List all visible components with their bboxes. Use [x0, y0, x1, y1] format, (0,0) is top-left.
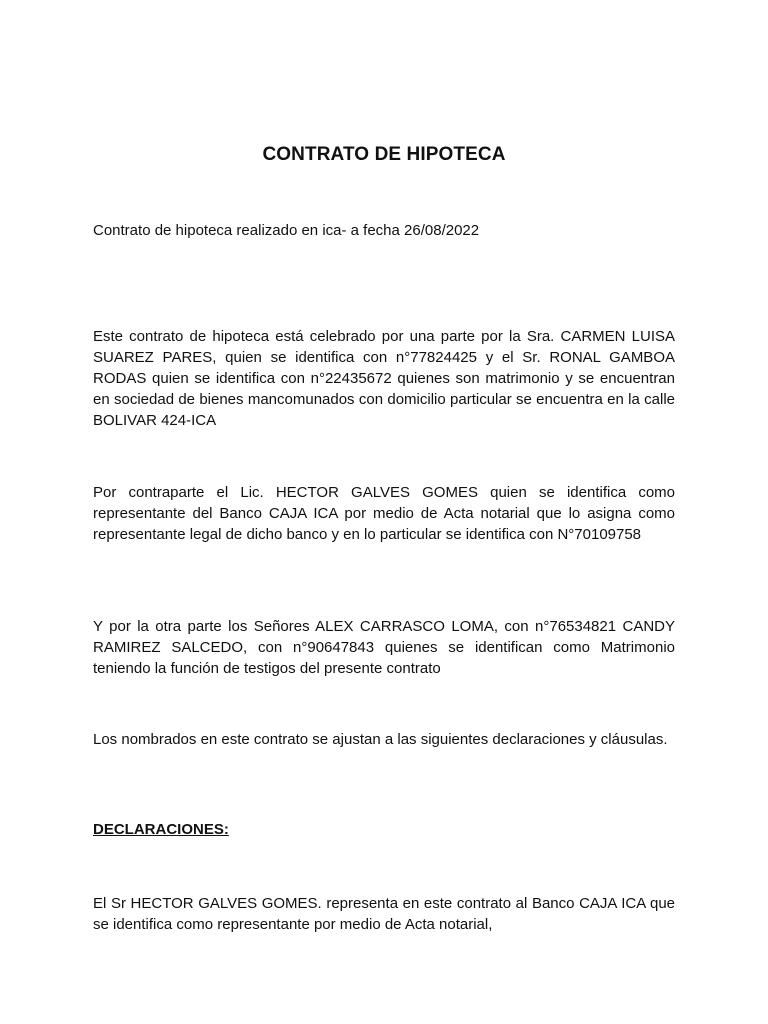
- intro-paragraph: Contrato de hipoteca realizado en ica- a fecha 26/08/2022: [93, 222, 480, 239]
- document-title: CONTRATO DE HIPOTECA: [262, 144, 506, 165]
- agreement-paragraph: Los nombrados en este contrato se ajustan a las siguientes declaraciones y cláusulas.: [93, 731, 668, 748]
- counterparty-paragraph: Por contraparte el Lic. HECTOR GALVES GOMES quien se identifica como representante del Banco CAJA ICA por medio de Acta notarial que lo asigna como representante legal de dicho banco y en lo particular se identifica con N°70109758: [93, 484, 675, 543]
- declarations-paragraph: El Sr HECTOR GALVES GOMES. representa en este contrato al Banco CAJA ICA que se identifica como representante por medio de Acta notarial,: [93, 895, 675, 933]
- declarations-heading: DECLARACIONES:: [93, 821, 229, 838]
- parties-paragraph: Este contrato de hipoteca está celebrado por una parte por la Sra. CARMEN LUISA SUAREZ PARES, quien se identifica con n°77824425 y el Sr. RONAL GAMBOA RODAS quien se identifica con n°22435672 quienes son matrimonio y se encuentran en sociedad de bienes mancomunados con domicilio particular se encuentra en la calle BOLIVAR 424-ICA: [93, 328, 675, 429]
- witnesses-paragraph: Y por la otra parte los Señores ALEX CARRASCO LOMA, con n°76534821 CANDY RAMIREZ SALCEDO, con n°90647843 quienes se identifican como Matrimonio teniendo la función de testigos del presente contrato: [93, 618, 675, 677]
